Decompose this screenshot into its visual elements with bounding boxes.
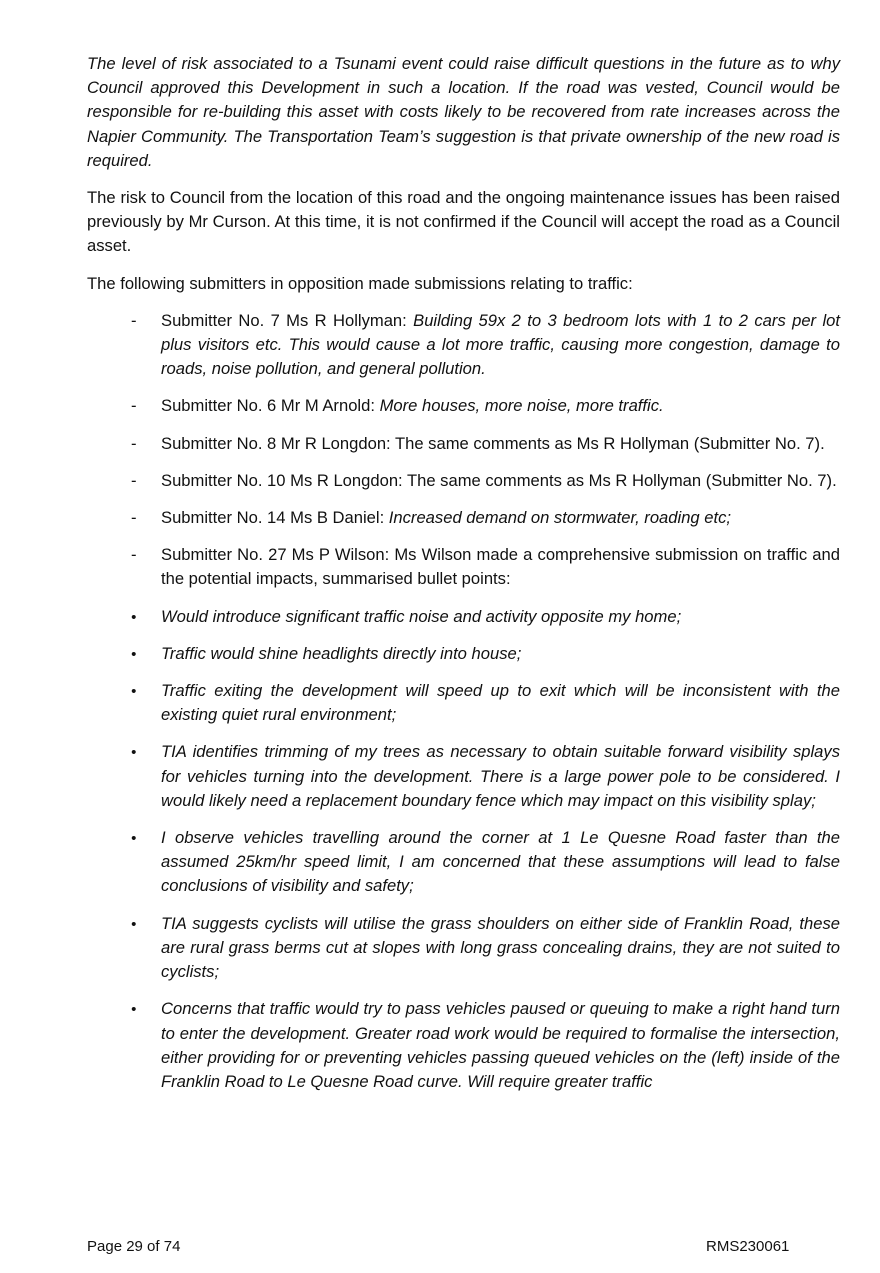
submitter-item xyxy=(87,394,840,418)
dash-marker xyxy=(131,469,145,493)
dash-marker xyxy=(131,506,145,530)
paragraph-tsunami-risk: The level of risk associated to a Tsunami event could raise difficult questions in the future as to why Council approved this Development in such a location. If the road was vested, Council would be responsible for re-building this asset with costs likely to be recovered from rate increases across the Napier Community. The Transportation Team’s suggestion is that private ownership of the new road is required. xyxy=(87,54,840,170)
bullet-text: Traffic would shine headlights directly into house; xyxy=(161,643,522,663)
bullet-marker xyxy=(131,642,145,667)
bullet-text: TIA identifies trimming of my trees as necessary to obtain suitable forward visibility splays for vehicles turning into the development. There is a large power pole to be considered. I would likely need a replacement boundary fence which may impact on this visibility splay; xyxy=(161,742,840,810)
submitter-label: Submitter No. 6 Mr M Arnold: xyxy=(161,396,380,416)
bullet-marker xyxy=(131,826,145,851)
submitter-item xyxy=(87,469,840,493)
document-body xyxy=(87,52,840,1107)
submitter-label: Submitter No. 27 Ms P Wilson: Ms Wilson made a comprehensive submission on traffic and the potential impacts, summarised bullet points: xyxy=(161,545,840,589)
submitter-quote: Increased demand on stormwater, roading etc; xyxy=(388,508,732,528)
bullet-marker xyxy=(131,679,145,704)
bullet-text: I observe vehicles travelling around the corner at 1 Le Quesne Road faster than the assumed 25km/hr speed limit, I am concerned that these assumptions will lead to false conclusions of visibility and safety; xyxy=(161,828,840,896)
submitter-quote: Building 59x 2 to 3 bedroom lots with 1 to 2 cars per lot plus visitors etc. This would cause a lot more traffic, causing more congestion, damage to roads, noise pollution, and general pollution. xyxy=(161,310,840,379)
submitter-label: Submitter No. 8 Mr R Longdon: The same comments as Ms R Hollyman (Submitter No. 7). xyxy=(161,433,825,453)
bullet-text: TIA suggests cyclists will utilise the grass shoulders on either side of Franklin Road, these are rural grass berms cut at slopes with long grass concealing drains, they are not suited to cyclists; xyxy=(161,913,840,982)
bullet-item xyxy=(87,679,840,727)
paragraph-council-risk: The risk to Council from the location of this road and the ongoing maintenance issues has been raised previously by Mr Curson. At this time, it is not confirmed if the Council will accept the road as a Council asset. xyxy=(87,188,840,256)
submitter-item xyxy=(87,506,840,530)
dash-marker xyxy=(131,309,145,333)
submitter-list xyxy=(87,309,840,592)
bullet-text: Would introduce significant traffic noise and activity opposite my home; xyxy=(161,606,682,626)
bullet-marker xyxy=(131,912,145,937)
bullet-marker xyxy=(131,740,145,765)
bullet-item xyxy=(87,740,840,813)
document-reference: RMS230061 xyxy=(706,1238,790,1255)
submitter-item xyxy=(87,543,840,591)
concerns-bullet-list xyxy=(87,605,840,1094)
bullet-marker xyxy=(131,997,145,1022)
submitter-label: Submitter No. 10 Ms R Longdon: The same comments as Ms R Hollyman (Submitter No. 7). xyxy=(161,470,837,490)
submitter-label: Submitter No. 7 Ms R Hollyman: xyxy=(161,310,414,330)
bullet-marker xyxy=(131,605,145,630)
page-number: Page 29 of 74 xyxy=(87,1238,181,1255)
bullet-item xyxy=(87,642,840,666)
submitter-quote: More houses, more noise, more traffic. xyxy=(379,396,664,416)
paragraph-submitters-intro: The following submitters in opposition made submissions relating to traffic: xyxy=(87,273,633,293)
submitter-item xyxy=(87,309,840,382)
bullet-item xyxy=(87,605,840,629)
dash-marker xyxy=(131,543,145,567)
dash-marker xyxy=(131,394,145,418)
dash-marker xyxy=(131,432,145,456)
bullet-item xyxy=(87,997,840,1094)
bullet-item xyxy=(87,826,840,899)
submitter-item xyxy=(87,432,840,456)
bullet-text: Traffic exiting the development will speed up to exit which will be inconsistent with the existing quiet rural environment; xyxy=(161,681,840,725)
bullet-text: Concerns that traffic would try to pass vehicles paused or queuing to make a right hand turn to enter the development. Greater road work would be required to formalise the intersection, either providing for or preventing vehicles passing queued vehicles on the (left) inside of the Franklin Road to Le Quesne Road curve. Will require greater traffic xyxy=(161,999,840,1091)
bullet-item xyxy=(87,912,840,985)
submitter-label: Submitter No. 14 Ms B Daniel: xyxy=(161,508,389,528)
